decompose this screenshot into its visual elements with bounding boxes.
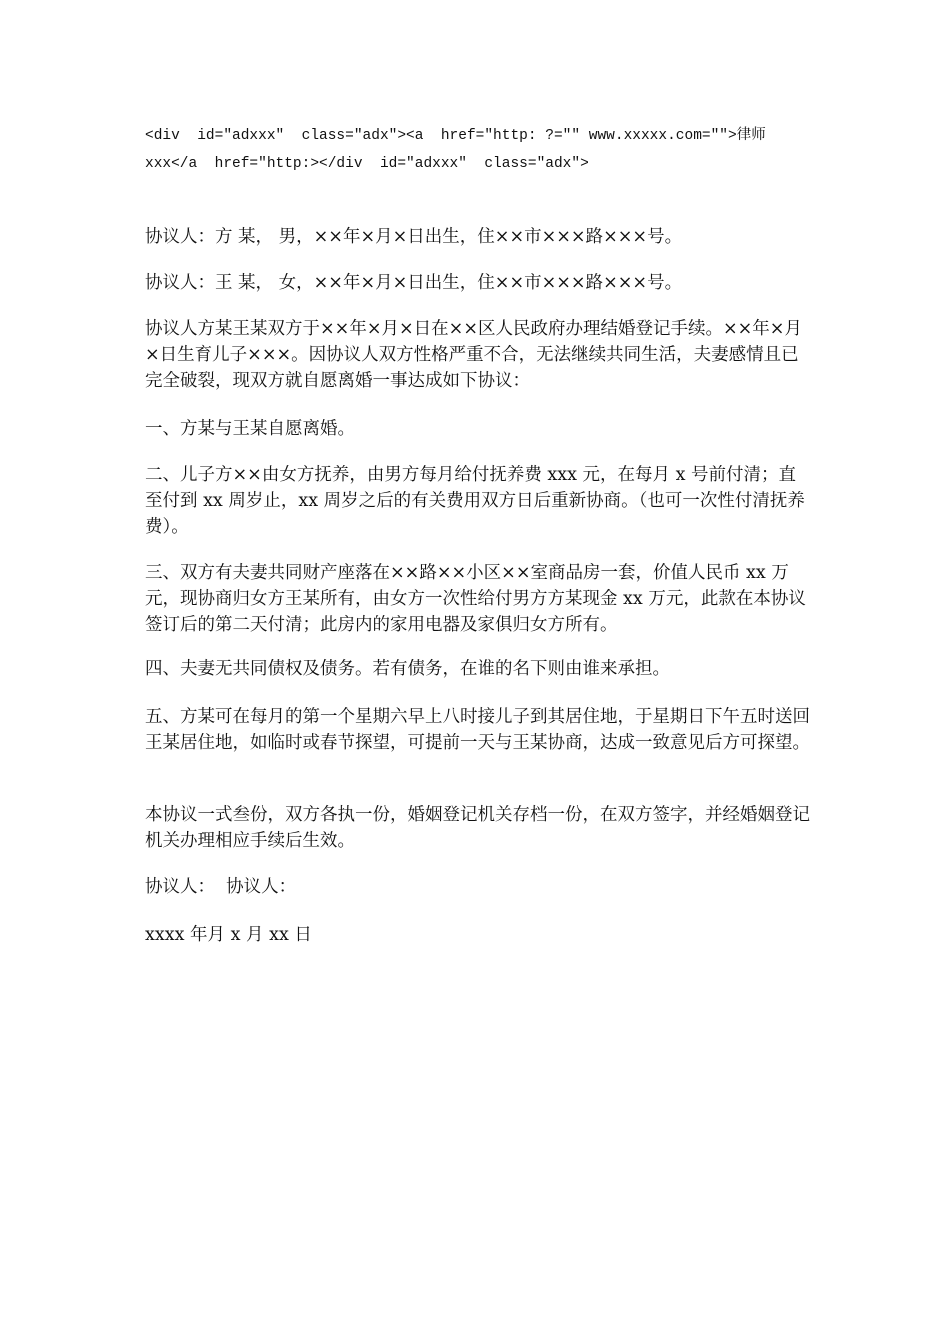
- signature-line: 协议人： 协议人：: [145, 877, 297, 897]
- party-1-line: 协议人：方 某， 男，××年×月×日出生，住××市×××路×××号。: [145, 227, 683, 247]
- code-line-2: xxx</a href="http:></div id="adxxx" class="adx">: [145, 156, 589, 172]
- intro-paragraph: 协议人方某王某双方于××年×月×日在××区人民政府办理结婚登记手续。××年×月×日生育儿子×××。因协议人双方性格严重不合，无法继续共同生活，夫妻感情且已完全破裂，现双方就自愿离婚一事达成如下协议：: [145, 319, 802, 391]
- clause-5: 五、方某可在每月的第一个星期六早上八时接儿子到其居住地，于星期日下午五时送回王某居住地，如临时或春节探望，可提前一天与王某协商，达成一致意见后方可探望。: [145, 707, 810, 753]
- clause-2: 二、儿子方××由女方抚养，由男方每月给付抚养费 xxx 元，在每月 x 号前付清；直至付到 xx 周岁止，xx 周岁之后的有关费用双方日后重新协商。（也可一次性付清抚养费）。: [145, 465, 805, 537]
- party-2-line: 协议人：王 某， 女，××年×月×日出生，住××市×××路×××号。: [145, 273, 683, 293]
- closing-paragraph: 本协议一式叁份，双方各执一份，婚姻登记机关存档一份，在双方签字，并经婚姻登记机关办理相应手续后生效。: [145, 805, 810, 851]
- code-line-1: <div id="adxxx" class="adx"><a href="http: ?="" www.xxxxx.com="">律师: [145, 128, 766, 144]
- clause-3: 三、双方有夫妻共同财产座落在××路××小区××室商品房一套，价值人民币 xx 万元，现协商归女方王某所有，由女方一次性给付男方方某现金 xx 万元，此款在本协议签订后的第二天付清；此房内的家用电器及家俱归女方所有。: [145, 563, 806, 635]
- clause-1: 一、方某与王某自愿离婚。: [145, 419, 355, 439]
- clause-4: 四、夫妻无共同债权及债务。若有债务，在谁的名下则由谁来承担。: [145, 659, 670, 679]
- date-line: xxxx 年月 x 月 xx 日: [145, 925, 312, 945]
